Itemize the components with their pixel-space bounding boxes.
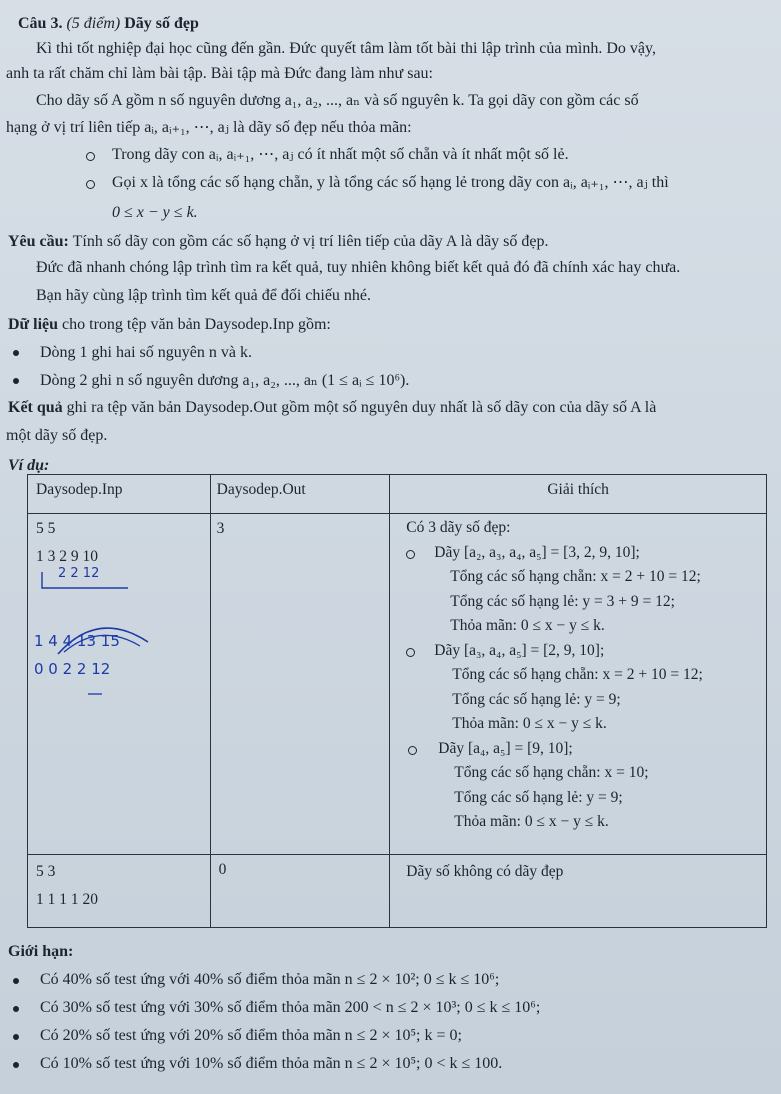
problem-name: Dãy số đẹp [124,15,199,32]
limit-item-2: Có 30% số test ứng với 30% số điểm thỏa mãn 200 < n ≤ 2 × 10³; 0 ≤ k ≤ 10⁶; [40,999,541,1016]
row1-input-line-2: 1 3 2 9 10 [36,548,98,565]
requirement-text: Tính số dãy con gồm các số hạng ở vị trí liên tiếp của dãy A là dãy số đẹp. [68,233,549,250]
explanation-line [390,541,766,566]
input-text: cho trong tệp văn bản Daysodep.Inp gồm: [58,316,331,333]
output-text: ghi ra tệp văn bản Daysodep.Out gồm một số nguyên duy nhất là số dãy con của dãy số A là [62,399,657,416]
table-row [28,855,767,928]
subarray-2-check: Thỏa mãn: 0 ≤ x − y ≤ k. [452,715,607,732]
requirement-line-1 [8,232,549,252]
row1-output-cell [210,514,390,855]
row2-input-line-2: 1 1 1 1 20 [36,891,98,908]
output-label: Kết quả [8,399,63,416]
circle-bullet [406,648,415,657]
intro-line-2: anh ta rất chăm chỉ làm bài tập. Bài tập mà Đức đang làm như sau: [6,65,433,82]
subarray-3-odd: Tổng các số hạng lẻ: y = 9; [454,788,623,806]
row2-input-line-1: 5 3 [36,863,56,880]
limit-item-3: Có 20% số test ứng với 20% số điểm thỏa mãn n ≤ 2 × 10⁵; k = 0; [40,1027,462,1044]
input-label: Dữ liệu [8,316,59,333]
row2-output-cell [210,855,390,928]
subarray-3-check: Thỏa mãn: 0 ≤ x − y ≤ k. [454,813,609,830]
input-bullet-2: Dòng 2 ghi n số nguyên dương a₁, a₂, ..., aₙ (1 ≤ aᵢ ≤ 10⁶). [40,372,410,389]
circle-bullet [406,550,415,559]
handwriting-prefix-sums: 2 2 12 [58,566,100,581]
requirement-label: Yêu cầu: [8,233,69,250]
problem-number: Câu 3. [18,15,63,32]
subarray-2-odd: Tổng các số hạng lẻ: y = 9; [452,690,621,708]
intro-line-4: hạng ở vị trí liên tiếp aᵢ, aᵢ₊₁, ⋯, aⱼ là dãy số đẹp nếu thỏa mãn: [6,119,412,136]
dot-bullet [13,1006,19,1012]
header-explanation: Giải thích [390,475,767,514]
header-input: Daysodep.Inp [28,475,211,514]
row1-input-cell [28,514,211,855]
subarray-1-label: Dãy [a₂, a₃, a₄, a₅] = [3, 2, 9, 10]; [434,543,640,561]
row1-input-line-1: 5 5 [36,520,56,537]
subarray-2-label: Dãy [a₃, a₄, a₅] = [2, 9, 10]; [434,641,605,659]
circle-bullet [408,746,417,755]
limit-item-1: Có 40% số test ứng với 40% số điểm thỏa mãn n ≤ 2 × 10²; 0 ≤ k ≤ 10⁶; [40,971,500,988]
row2-explanation-cell [390,855,767,928]
dot-bullet [13,378,19,384]
row2-input-cell [28,855,211,928]
circle-bullet [86,180,95,189]
dot-bullet [13,978,19,984]
dot-bullet [13,1034,19,1040]
row2-explanation: Dãy số không có dãy đẹp [406,863,564,880]
table-header-row [28,475,767,514]
row2-output: 0 [218,861,227,878]
problem-title [18,14,199,34]
row1-output: 3 [216,520,225,537]
dot-bullet [13,1062,19,1068]
requirement-line-2: Đức đã nhanh chóng lập trình tìm ra kết quả, tuy nhiên không biết kết quả đó đã chính xác hay chưa. [36,259,681,276]
example-table [27,474,767,928]
header-output: Daysodep.Out [210,475,390,514]
condition-2: Gọi x là tổng các số hạng chẵn, y là tổng các số hạng lẻ trong dãy con aᵢ, aᵢ₊₁, ⋯, aⱼ thì [112,174,669,191]
output-line-2: một dãy số đẹp. [6,427,108,444]
intro-line-3: Cho dãy số A gồm n số nguyên dương a₁, a₂, ..., aₙ và số nguyên k. Ta gọi dãy con gồm các số [36,92,639,109]
subarray-1-check: Thỏa mãn: 0 ≤ x − y ≤ k. [450,617,605,634]
input-bullet-1: Dòng 1 ghi hai số nguyên n và k. [40,344,252,361]
subarray-3-even: Tổng các số hạng chẵn: x = 10; [454,764,649,781]
example-label: Ví dụ: [8,457,50,474]
explanation-line [390,639,766,664]
limit-item-4: Có 10% số test ứng với 10% số điểm thỏa mãn n ≤ 2 × 10⁵; 0 < k ≤ 100. [40,1055,503,1072]
input-spec [8,315,331,335]
subarray-2-even: Tổng các số hạng chẵn: x = 2 + 10 = 12; [452,666,703,683]
intro-line-1: Kì thi tốt nghiệp đại học cũng đến gần. Đức quyết tâm làm tốt bài thi lập trình của mình. Do vậy, [36,40,656,57]
dot-bullet [13,350,19,356]
problem-points: (5 điểm) [66,15,121,32]
handwriting-row-a: 1 4 4 13 15 [34,632,120,650]
subarray-1-odd: Tổng các số hạng lẻ: y = 3 + 9 = 12; [450,592,675,610]
condition-1: Trong dãy con aᵢ, aᵢ₊₁, ⋯, aⱼ có ít nhất một số chẵn và ít nhất một số lẻ. [112,146,569,163]
condition-2-inequality: 0 ≤ x − y ≤ k. [112,204,198,221]
subarray-1-even: Tổng các số hạng chẵn: x = 2 + 10 = 12; [450,568,701,585]
explanation-intro: Có 3 dãy số đẹp: [406,519,511,536]
row1-explanation-cell [390,514,767,855]
handwriting-row-b: 0 0 2 2 12 [34,660,111,678]
explanation-line [390,737,766,762]
table-row [28,514,767,855]
limits-label: Giới hạn: [8,943,74,960]
output-spec [8,398,656,418]
subarray-3-label: Dãy [a₄, a₅] = [9, 10]; [438,739,573,757]
circle-bullet [86,152,95,161]
requirement-line-3: Bạn hãy cùng lập trình tìm kết quả để đối chiếu nhé. [36,287,372,304]
